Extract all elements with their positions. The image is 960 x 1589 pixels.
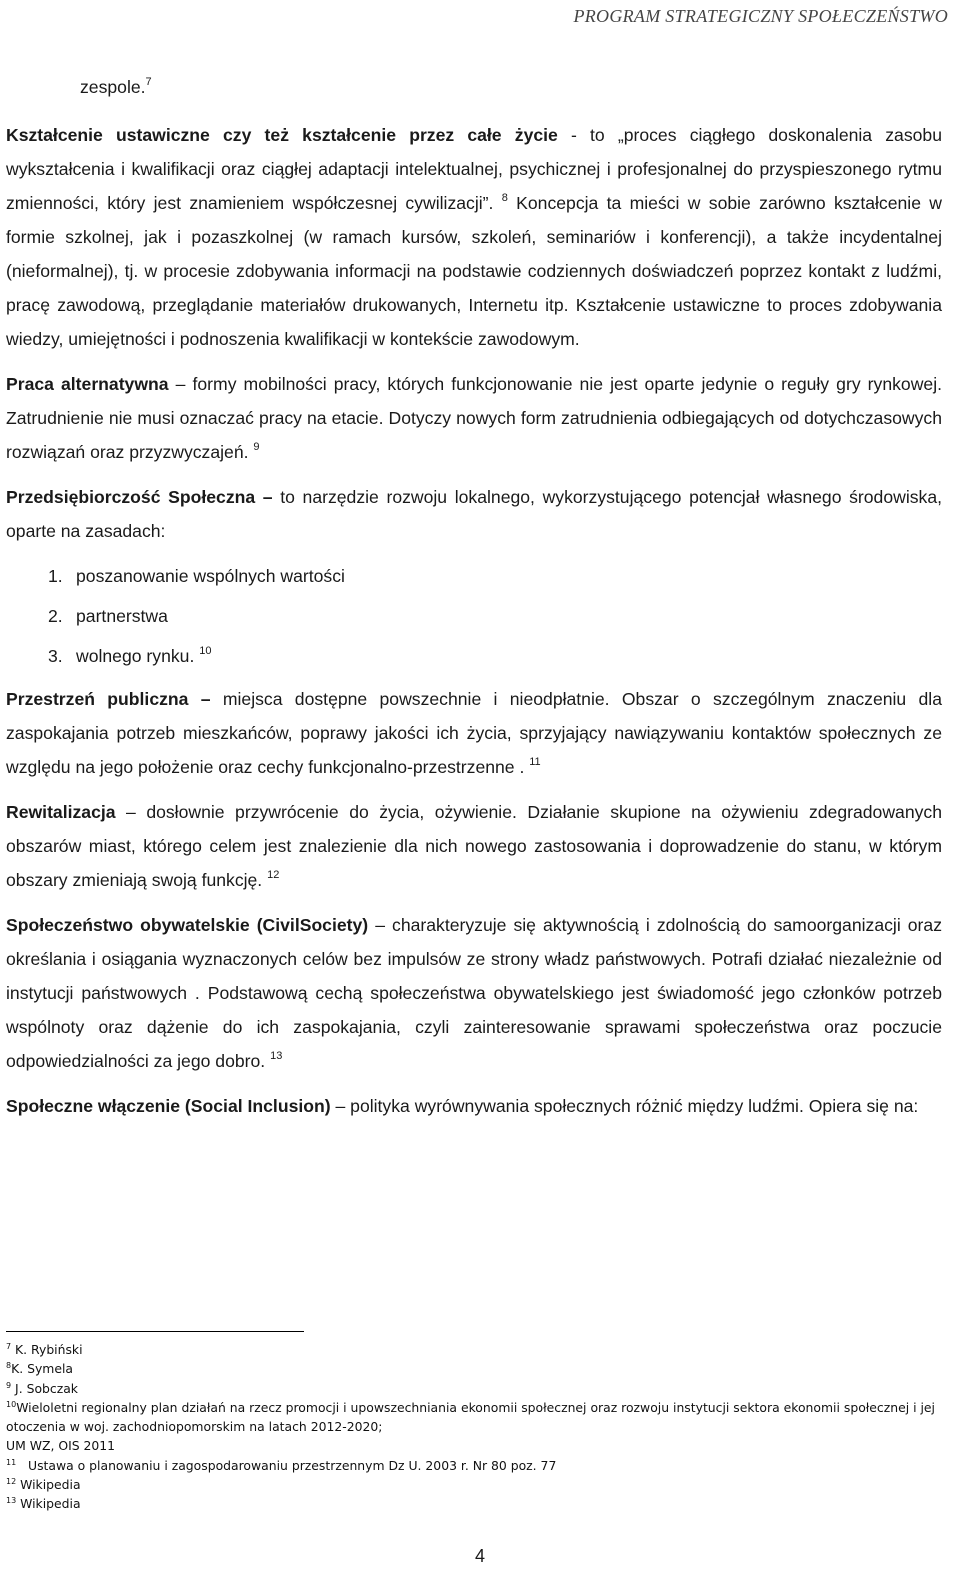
footnote: $^{10}$Wieloletni regionalny plan działań na rzecz promocji i upowszechniania ekonomii społecznej oraz rozwoju instytucji sektora ekonomii społecznej i jej otoczenia w woj. zachodniopomorskim na latach 2012-2020; bbox=[6, 1399, 935, 1435]
definition-term: Przestrzeń publiczna bbox=[6, 689, 189, 709]
footnote: $^{13}$ Wikipedia bbox=[6, 1496, 81, 1512]
footnote-ref: 9 bbox=[253, 441, 260, 453]
page-body bbox=[6, 70, 942, 1123]
definition-alternative-work: Praca alternatywna – formy mobilności pracy, których funkcjonowanie nie jest oparte jedynie o reguły gry rynkowej. Zatrudnienie nie musi oznaczać pracy na etacie. Dotyczy nowych form zatrudnienia odbiegających od dotychczasowych rozwiązań oraz przyzwyczajeń. $^9$ bbox=[6, 374, 942, 462]
footnote: $^7$ K. Rybiński bbox=[6, 1342, 83, 1357]
definition-term: Rewitalizacja bbox=[6, 802, 116, 822]
footnote-ref: 11 bbox=[529, 756, 541, 768]
intro-fragment: zespole.$^7$ bbox=[80, 76, 152, 97]
footnote-ref: 7 bbox=[145, 76, 152, 88]
footnote-ref: 12 bbox=[267, 869, 280, 881]
definition-term: Społeczne włączenie (Social Inclusion) bbox=[6, 1096, 331, 1116]
footnote-ref: 10 bbox=[199, 645, 212, 657]
list-item: 2. partnerstwa bbox=[48, 606, 168, 626]
list-item: 1. poszanowanie wspólnych wartości bbox=[48, 566, 345, 586]
definition-social-entrepreneurship: Przedsiębiorczość Społeczna – to narzędzie rozwoju lokalnego, wykorzystującego potencjał własnego środowiska, oparte na zasadach: bbox=[6, 487, 943, 541]
footnote-ref: 13 bbox=[270, 1050, 283, 1062]
definition-term: Przedsiębiorczość Społeczna bbox=[6, 487, 256, 507]
footnote-ref: 8 bbox=[501, 192, 508, 204]
definition-social-inclusion: Społeczne włączenie (Social Inclusion) – polityka wyrównywania społecznych różnić między ludźmi. Opiera się na: bbox=[6, 1096, 919, 1116]
definition-term: Praca alternatywna bbox=[6, 374, 169, 394]
footnote: $^8$K. Symela bbox=[6, 1361, 74, 1377]
footnote: $^{11}$ Ustawa o planowaniu i zagospodarowaniu przestrzennym Dz U. 2003 r. Nr 80 poz. 77 bbox=[6, 1457, 557, 1473]
footnote: UM WZ, OIS 2011 bbox=[6, 1438, 116, 1454]
page-number: 4 bbox=[474, 1546, 485, 1566]
footnote: $^{12}$ Wikipedia bbox=[6, 1477, 81, 1493]
running-header: PROGRAM STRATEGICZNY SPOŁECZEŃSTWO bbox=[573, 6, 948, 26]
definition-revitalization: Rewitalizacja – dosłownie przywrócenie do życia, ożywienie. Działanie skupione na ożywieniu zdegradowanych obszarów miast, którego celem jest znalezienie dla nich nowego zastosowania i doprowadzenie do stanu, w którym obszary zmieniają swoją funkcję. $^{12}$ bbox=[6, 802, 942, 890]
definition-public-space: Przestrzeń publiczna – miejsca dostępne powszechnie i nieodpłatnie. Obszar o szczególnym znaczeniu dla zaspokajania potrzeb mieszkańców, poprawy jakości ich życia, sprzyjający nawiązywaniu kontaktów społecznych ze względu na jego położenie oraz cechy funkcjonalno-przestrzenne . $^{11}$ bbox=[6, 689, 943, 777]
footnote: $^9$ J. Sobczak bbox=[6, 1380, 78, 1396]
definition-term: Społeczeństwo obywatelskie (CivilSociety) bbox=[6, 915, 369, 935]
definition-civil-society: Społeczeństwo obywatelskie (CivilSociety) – charakteryzuje się aktywnością i zdolnością do samoorganizacji oraz określania i osiągania wyznaczonych celów bez impulsów ze strony władz państwowych. Potrafi działać niezależnie od instytucji państwowych . Podstawową cechą społeczeństwa obywatelskiego jest świadomość jego członków potrzeb wspólnoty oraz dążenie do ich zaspokajania, czyli zainteresowanie sprawami społeczeństwa oraz poczucie odpowiedzialności za jego dobro. $^{13}$ bbox=[6, 915, 942, 1071]
footnotes bbox=[6, 1340, 936, 1514]
principles-list bbox=[6, 556, 942, 676]
footnote-separator bbox=[6, 1331, 304, 1332]
list-item: 3. wolnego rynku. $^{10}$ bbox=[48, 645, 212, 666]
definition-lifelong-learning: Kształcenie ustawiczne czy też kształcenie przez całe życie - to „proces ciągłego doskonalenia zasobu wykształcenia i kwalifikacji oraz ciągłej adaptacji intelektualnej, psychicznej i profesjonalnej do przyspieszonego rytmu zmienności, który jest znamieniem współczesnej cywilizacji”. $^8$ Koncepcja ta mieści w sobie zarówno kształcenie w formie szkolnej, jak i pozaszkolnej (w ramach kursów, szkoleń, seminariów i konferencji), a także incydentalnej (nieformalnej), tj. w procesie zdobywania informacji na podstawie codziennych doświadczeń poprzez kontakt z ludźmi, pracę zawodową, przeglądanie materiałów drukowanych, Internetu itp. Kształcenie ustawiczne to proces zdobywania wiedzy, umiejętności i podnoszenia kwalifikacji w kontekście zawodowym. bbox=[6, 125, 943, 349]
definition-term: Kształcenie ustawiczne czy też kształcenie przez całe życie bbox=[6, 125, 558, 145]
